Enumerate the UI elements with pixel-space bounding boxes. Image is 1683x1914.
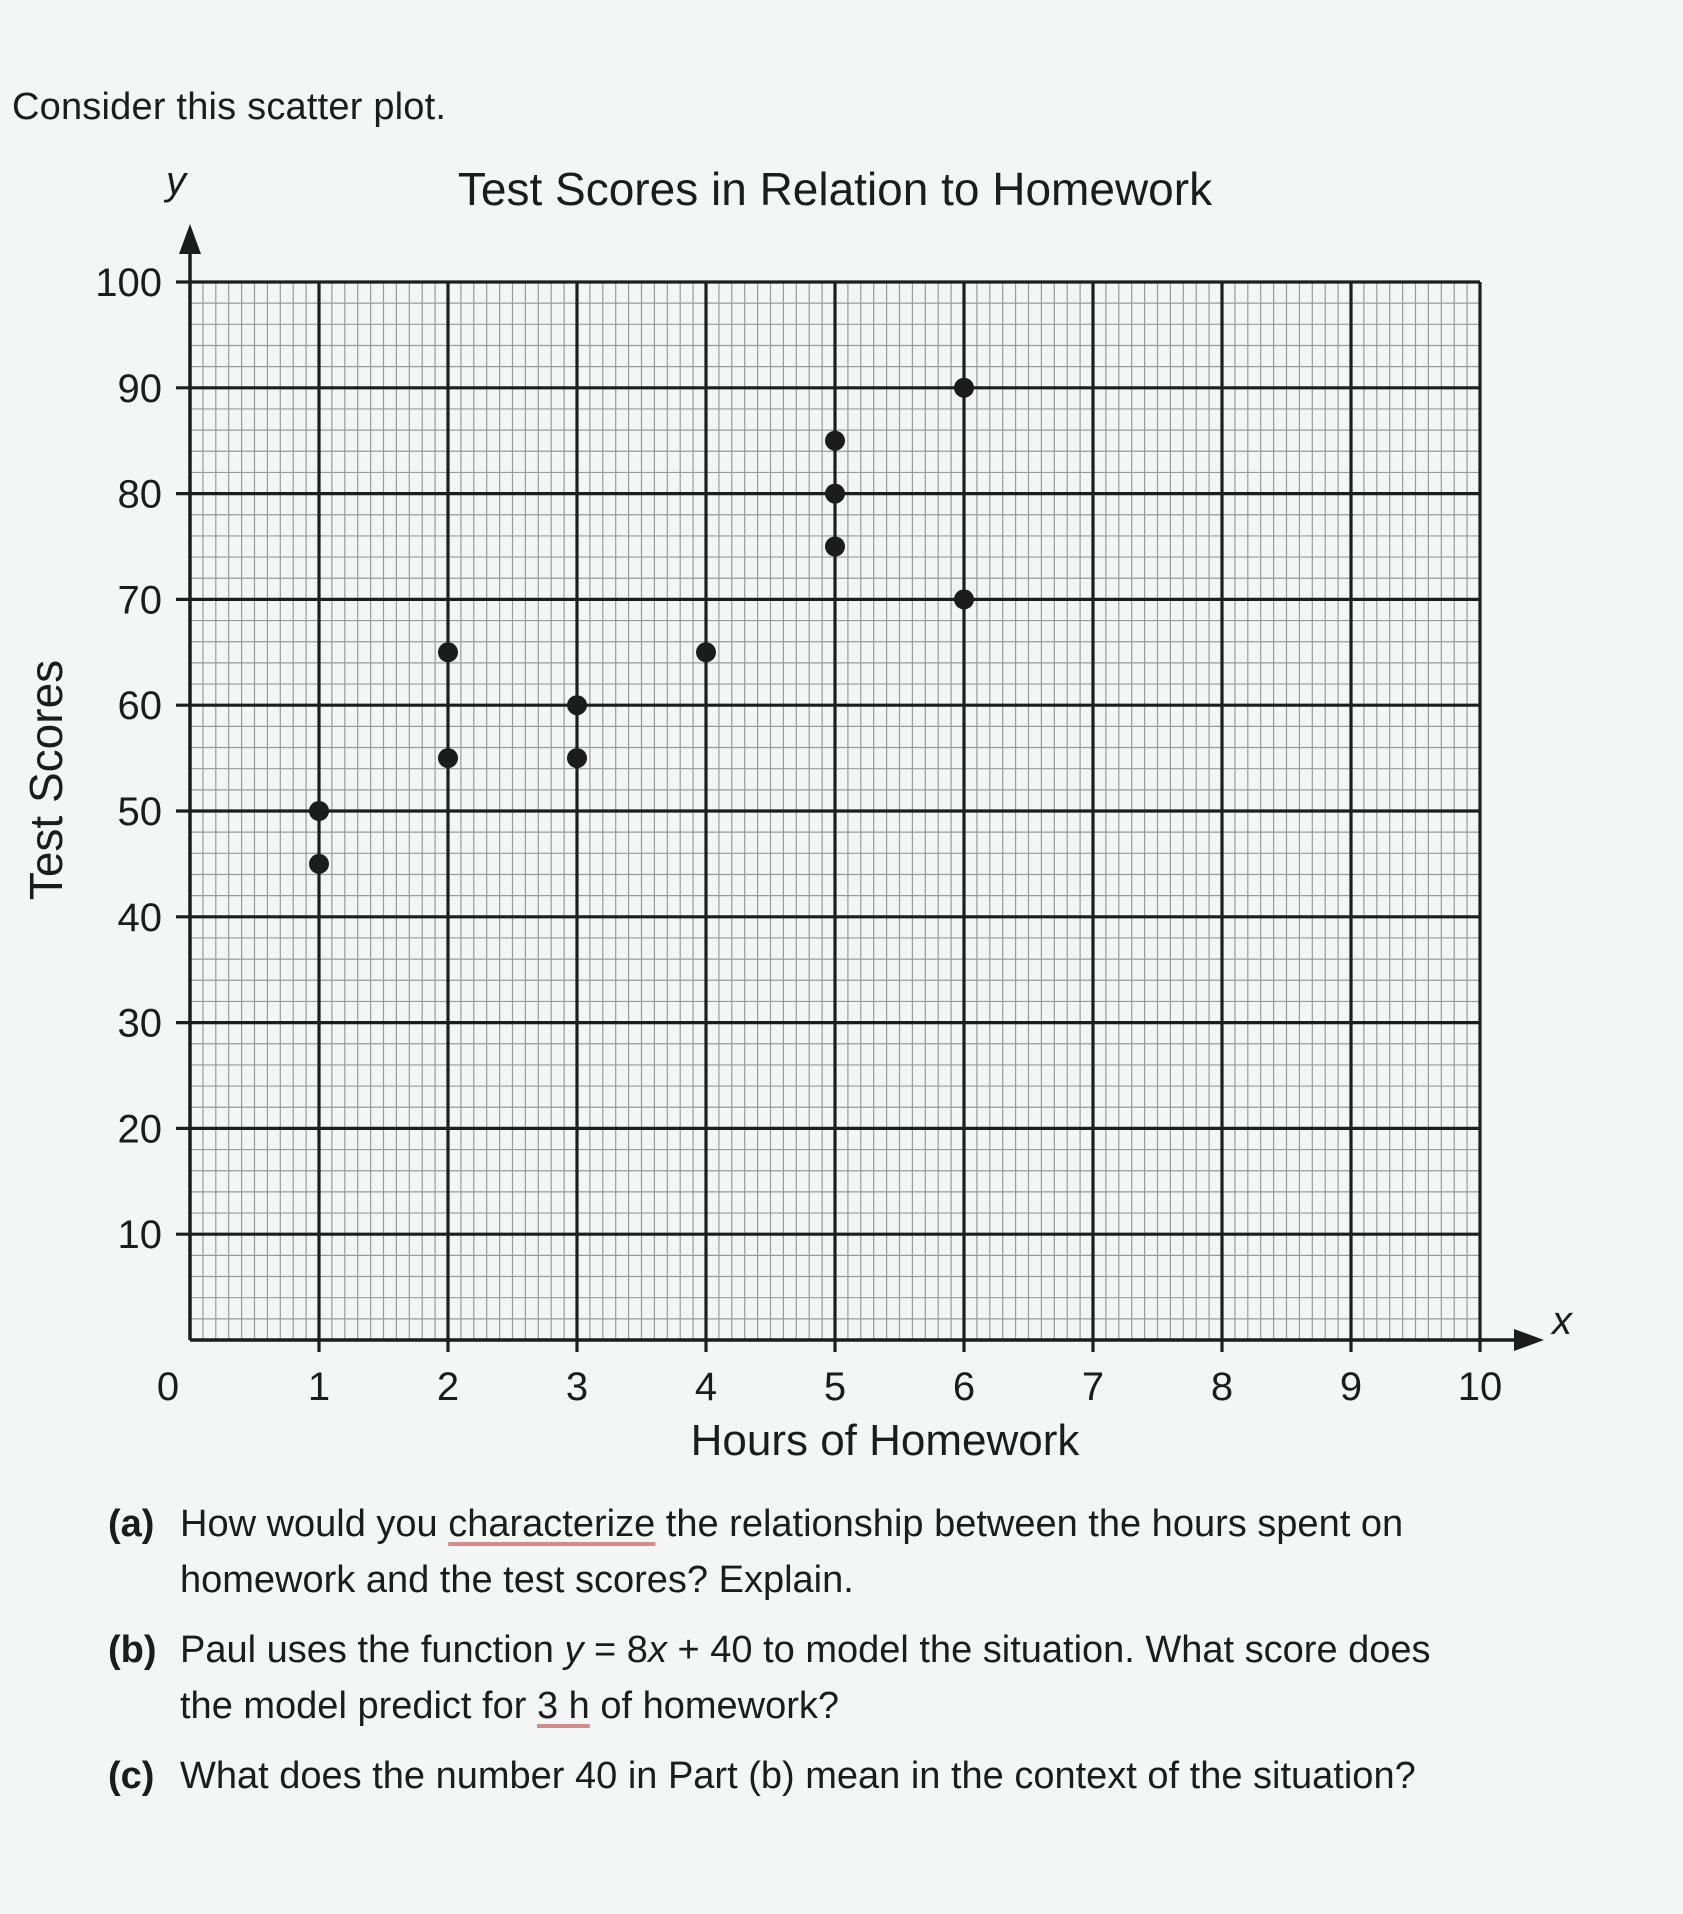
question-b-text-part: Paul uses the function <box>180 1629 565 1671</box>
data-point <box>696 642 716 662</box>
x-tick-label: 2 <box>436 1365 460 1409</box>
y-axis-arrow <box>179 224 201 254</box>
question-a-line2: homework and the test scores? Explain. <box>180 1559 854 1601</box>
x-tick-label: 7 <box>1081 1365 1105 1409</box>
x-tick-label: 5 <box>823 1365 847 1409</box>
y-tick-label: 40 <box>117 895 162 940</box>
question-b-text-part: of homework? <box>589 1685 840 1727</box>
x-tick-label: 0 <box>156 1365 180 1409</box>
y-axis-letter: y <box>166 159 186 203</box>
x-tick-label: 8 <box>1210 1365 1234 1409</box>
intro-text: Consider this scatter plot. <box>12 86 447 128</box>
question-c-line1: What does the number 40 in Part (b) mean in the context of the situation? <box>180 1755 1416 1797</box>
y-axis-label: Test Scores <box>20 659 72 901</box>
data-point <box>567 748 587 768</box>
data-point <box>825 537 845 557</box>
y-tick-label: 100 <box>95 261 162 305</box>
y-tick-label: 20 <box>117 1107 162 1152</box>
data-point <box>309 801 329 821</box>
y-tick-label: 70 <box>117 578 162 623</box>
question-a <box>108 1496 1508 1608</box>
questions <box>108 1496 1508 1818</box>
data-point <box>954 378 974 398</box>
data-point <box>954 589 974 609</box>
data-point <box>825 431 845 451</box>
y-tick-label: 90 <box>117 366 162 411</box>
data-point <box>825 484 845 504</box>
x-tick-label: 4 <box>694 1365 718 1409</box>
spellcheck-word: characterize <box>448 1503 656 1545</box>
y-tick-label: 80 <box>117 472 162 517</box>
question-b-text-part: + 40 to model the situation. What score does <box>666 1629 1431 1671</box>
x-tick-label: 6 <box>952 1365 976 1409</box>
x-tick-label: 1 <box>307 1365 331 1409</box>
question-b <box>108 1622 1508 1734</box>
y-tick-label: 10 <box>117 1213 162 1258</box>
x-tick-label: 3 <box>565 1365 589 1409</box>
question-b-label: (b) <box>108 1629 157 1671</box>
question-c-text <box>180 1748 1500 1804</box>
data-point <box>567 695 587 715</box>
y-tick-label: 30 <box>117 1001 162 1046</box>
x-axis-arrow <box>1514 1329 1544 1351</box>
variable-y: y <box>564 1629 584 1671</box>
data-point <box>309 854 329 874</box>
y-tick-label: 60 <box>117 684 162 729</box>
variable-x: x <box>647 1629 667 1671</box>
x-axis-label: Hours of Homework <box>690 1416 1080 1465</box>
x-tick-label: 9 <box>1339 1365 1363 1409</box>
chart-title: Test Scores in Relation to Homework <box>457 163 1213 215</box>
x-axis-letter: x <box>1552 1299 1572 1343</box>
question-a-text <box>180 1496 1500 1608</box>
question-c <box>108 1748 1508 1804</box>
question-a-text-part: How would you <box>180 1503 449 1545</box>
data-point <box>438 748 458 768</box>
x-tick-label: 10 <box>1457 1365 1503 1409</box>
question-b-text-part: the model predict for <box>180 1685 537 1727</box>
question-a-label: (a) <box>108 1503 155 1545</box>
question-b-text-part: = 8 <box>583 1629 648 1671</box>
question-b-text <box>180 1622 1500 1734</box>
data-point <box>438 642 458 662</box>
question-a-text-part: the relationship between the hours spent on <box>655 1503 1404 1545</box>
question-c-label: (c) <box>108 1755 155 1797</box>
spellcheck-word: 3 h <box>536 1685 590 1727</box>
y-tick-label: 50 <box>117 790 162 834</box>
